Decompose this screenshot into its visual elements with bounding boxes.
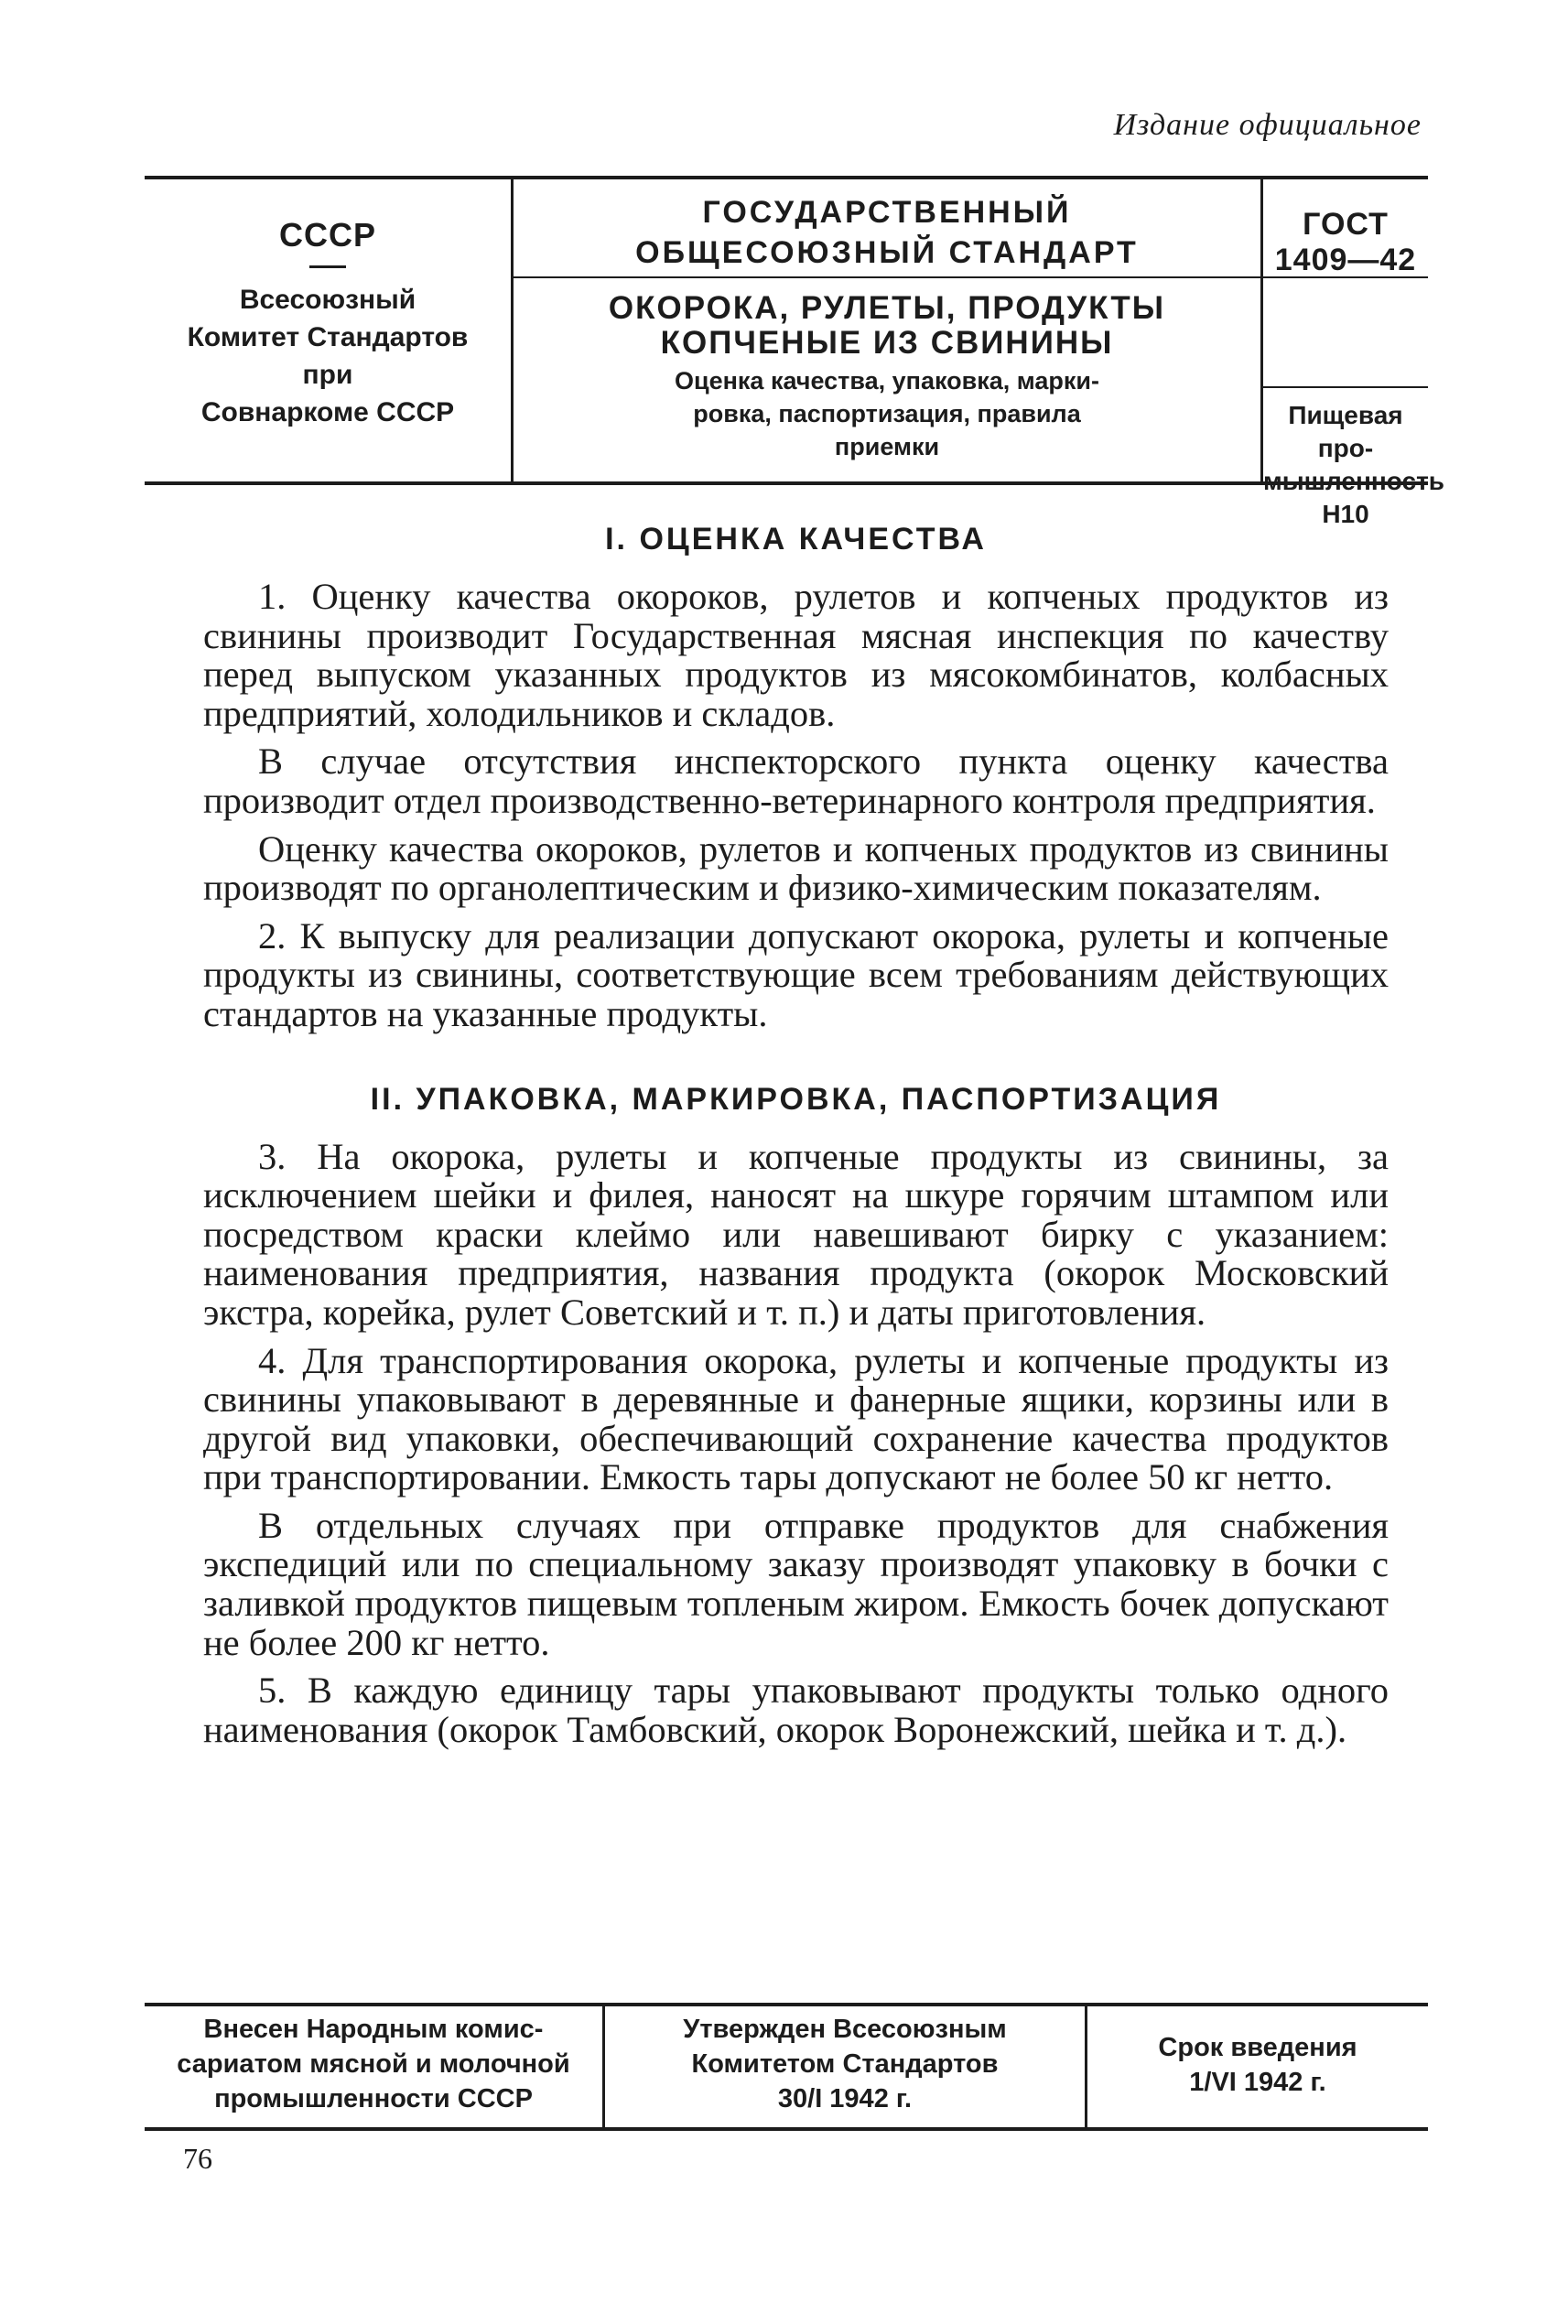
introduced-line: промышленности СССР [214,2084,533,2113]
gost-number: ГОСТ 1409—42 [1274,207,1417,277]
category-line: Пищевая про- [1288,401,1403,462]
gost-number-cell [1263,179,1428,278]
introduced-line: сариатом мясной и молочной [177,2049,570,2079]
paragraph: В отдельных случаях при отправке продуктов для снабжения экспедиций или по специальному заказу производят упаковку в бочки с заливкой продуктов пищевым топленым жиром. Емкость бочек допускают не более 200 кг нетто. [203,1504,1389,1663]
standard-type-line: ГОСУДАРСТВЕННЫЙ [702,195,1072,230]
introduced-by [145,2006,602,2127]
approved-line: Утвержден Всесоюзным [683,2015,1007,2044]
committee-line: Всесоюзный [239,285,416,315]
section-spacer [203,1043,1389,1073]
committee-name [145,281,511,431]
committee-line: при [302,360,353,390]
issuer-column [145,179,511,481]
paragraph: 5. В каждую единицу тары упаковывают продукты только одного наименования (окорок Тамбовский, окорок Воронежский, шейка и т. д.). [203,1670,1389,1750]
standard-type-line: ОБЩЕСОЮЗНЫЙ СТАНДАРТ [635,235,1139,270]
edition-note: Издание официальное [1113,108,1422,142]
title-column [511,179,1263,481]
document-body [203,513,1389,1758]
empty-cell [1263,278,1428,388]
paragraph: 2. К выпуску для реализации допускают окорока, рулеты и копченые продукты из свинины, соответствующие всем требованиям действующих стандартов на указанные продукты. [203,914,1389,1034]
approved-line: Комитетом Стандартов [691,2049,999,2079]
approval-footer-table [145,2003,1428,2131]
effective-line: 1/VI 1942 г. [1189,2068,1326,2097]
category-line: мышленность Н10 [1263,467,1445,528]
country-label: СССР [278,216,376,254]
paragraph: 1. Оценку качества окороков, рулетов и копченых продуктов из свинины производит Государственная мясная инспекция по качеству перед выпуском указанных продуктов из мясокомбинатов, колбасных предприятий, холодильников и складов. [203,576,1389,734]
product-title-line: КОПЧЕНЫЕ ИЗ СВИНИНЫ [660,325,1114,361]
page-number: 76 [183,2142,212,2175]
approved-by [602,2006,1087,2127]
paragraph: 3. На окорока, рулеты и копченые продукты из свинины, за исключением шейки и филея, наносят на шкуре горячим штампом или посредством краски клеймо или навешивают бирку с указанием: наименования предприятия, названия продукта (окорок Московский экстра, корейка, рулет Советский и т. п.) и даты приготовления. [203,1135,1389,1333]
paragraph: Оценку качества окороков, рулетов и копченых продуктов из свинины производят по органолептическим и физико-химическим показателям. [203,827,1389,909]
divider-dash [309,265,346,268]
paragraph: 4. Для транспортирования окорока, рулеты и копченые продукты из свинины упаковывают в деревянные и фанерные ящики, корзины или в другой вид упаковки, обеспечивающий сохранение качества продуктов при транспортировании. Емкость тары допускают не более 50 кг нетто. [203,1339,1389,1498]
product-subtitle-line: ровка, паспортизация, правила [693,400,1081,427]
product-subtitle [514,364,1260,463]
industry-category [1263,388,1445,531]
paragraph: В случае отсутствия инспекторского пункта оценку качества производит отдел производственно-ветеринарного контроля предприятия. [203,740,1389,821]
section-title-quality: I. ОЦЕНКА КАЧЕСТВА [605,522,987,557]
code-column [1263,179,1445,528]
product-title [514,291,1260,361]
product-subtitle-line: приемки [834,433,940,460]
standard-type [514,179,1260,278]
effective-line: Срок введения [1158,2033,1357,2062]
product-subtitle-line: Оценка качества, упаковка, марки- [675,367,1099,395]
effective-date [1087,2006,1428,2127]
committee-line: Совнаркоме СССР [200,397,455,427]
section-title-packaging: II. УПАКОВКА, МАРКИРОВКА, ПАСПОРТИЗАЦИЯ [370,1081,1222,1117]
committee-line: Комитет Стандартов [187,322,469,352]
introduced-line: Внесен Народным комис- [203,2015,544,2044]
product-title-line: ОКОРОКА, РУЛЕТЫ, ПРОДУКТЫ [608,290,1166,326]
standard-header-table [145,176,1445,528]
approved-line: 30/I 1942 г. [777,2084,913,2113]
